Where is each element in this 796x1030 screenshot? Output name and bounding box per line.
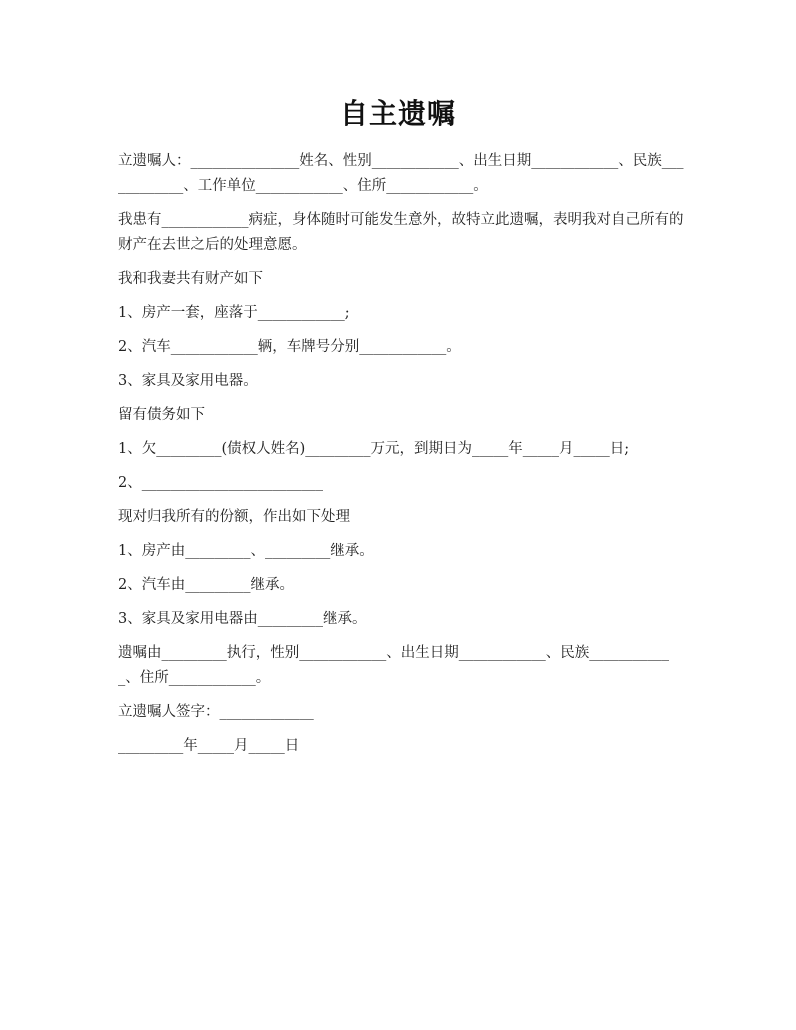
signature-line: 立遗嘱人签字：_____________ [118,704,314,720]
document-body [118,149,688,768]
disposition-heading: 现对归我所有的份额，作出如下处理 [118,509,350,525]
date-line: _________年_____月_____日 [118,738,300,754]
property-item-car: 2、汽车____________辆，车牌号分别____________。 [118,339,461,355]
joint-property-heading: 我和我妻共有财产如下 [118,271,263,287]
disposition-item-house: 1、房产由_________、_________继承。 [118,543,374,559]
property-item-house: 1、房产一套，座落于____________; [118,305,350,321]
intent-paragraph: 我患有____________病症，身体随时可能发生意外，故特立此遗嘱，表明我对自己所有的财产在去世之后的处理意愿。 [118,212,684,253]
disposition-item-furniture: 3、家具及家用电器由_________继承。 [118,611,367,627]
testator-info-paragraph: 立遗嘱人：_______________姓名、性别____________、出生日期____________、民族____________、工作单位____________、住所____________。 [118,153,684,194]
debt-item-1: 1、欠_________(债权人姓名)_________万元，到期日为_____年_____月_____日; [118,441,630,457]
executor-paragraph: 遗嘱由_________执行，性别____________、出生日期____________、民族____________、住所____________。 [118,645,669,686]
disposition-item-car: 2、汽车由_________继承。 [118,577,294,593]
debts-heading: 留有债务如下 [118,407,205,423]
debt-item-2: 2、_________________________ [118,475,323,491]
document-title: 自主遗嘱 [339,97,456,130]
property-item-furniture: 3、家具及家用电器。 [118,373,258,389]
